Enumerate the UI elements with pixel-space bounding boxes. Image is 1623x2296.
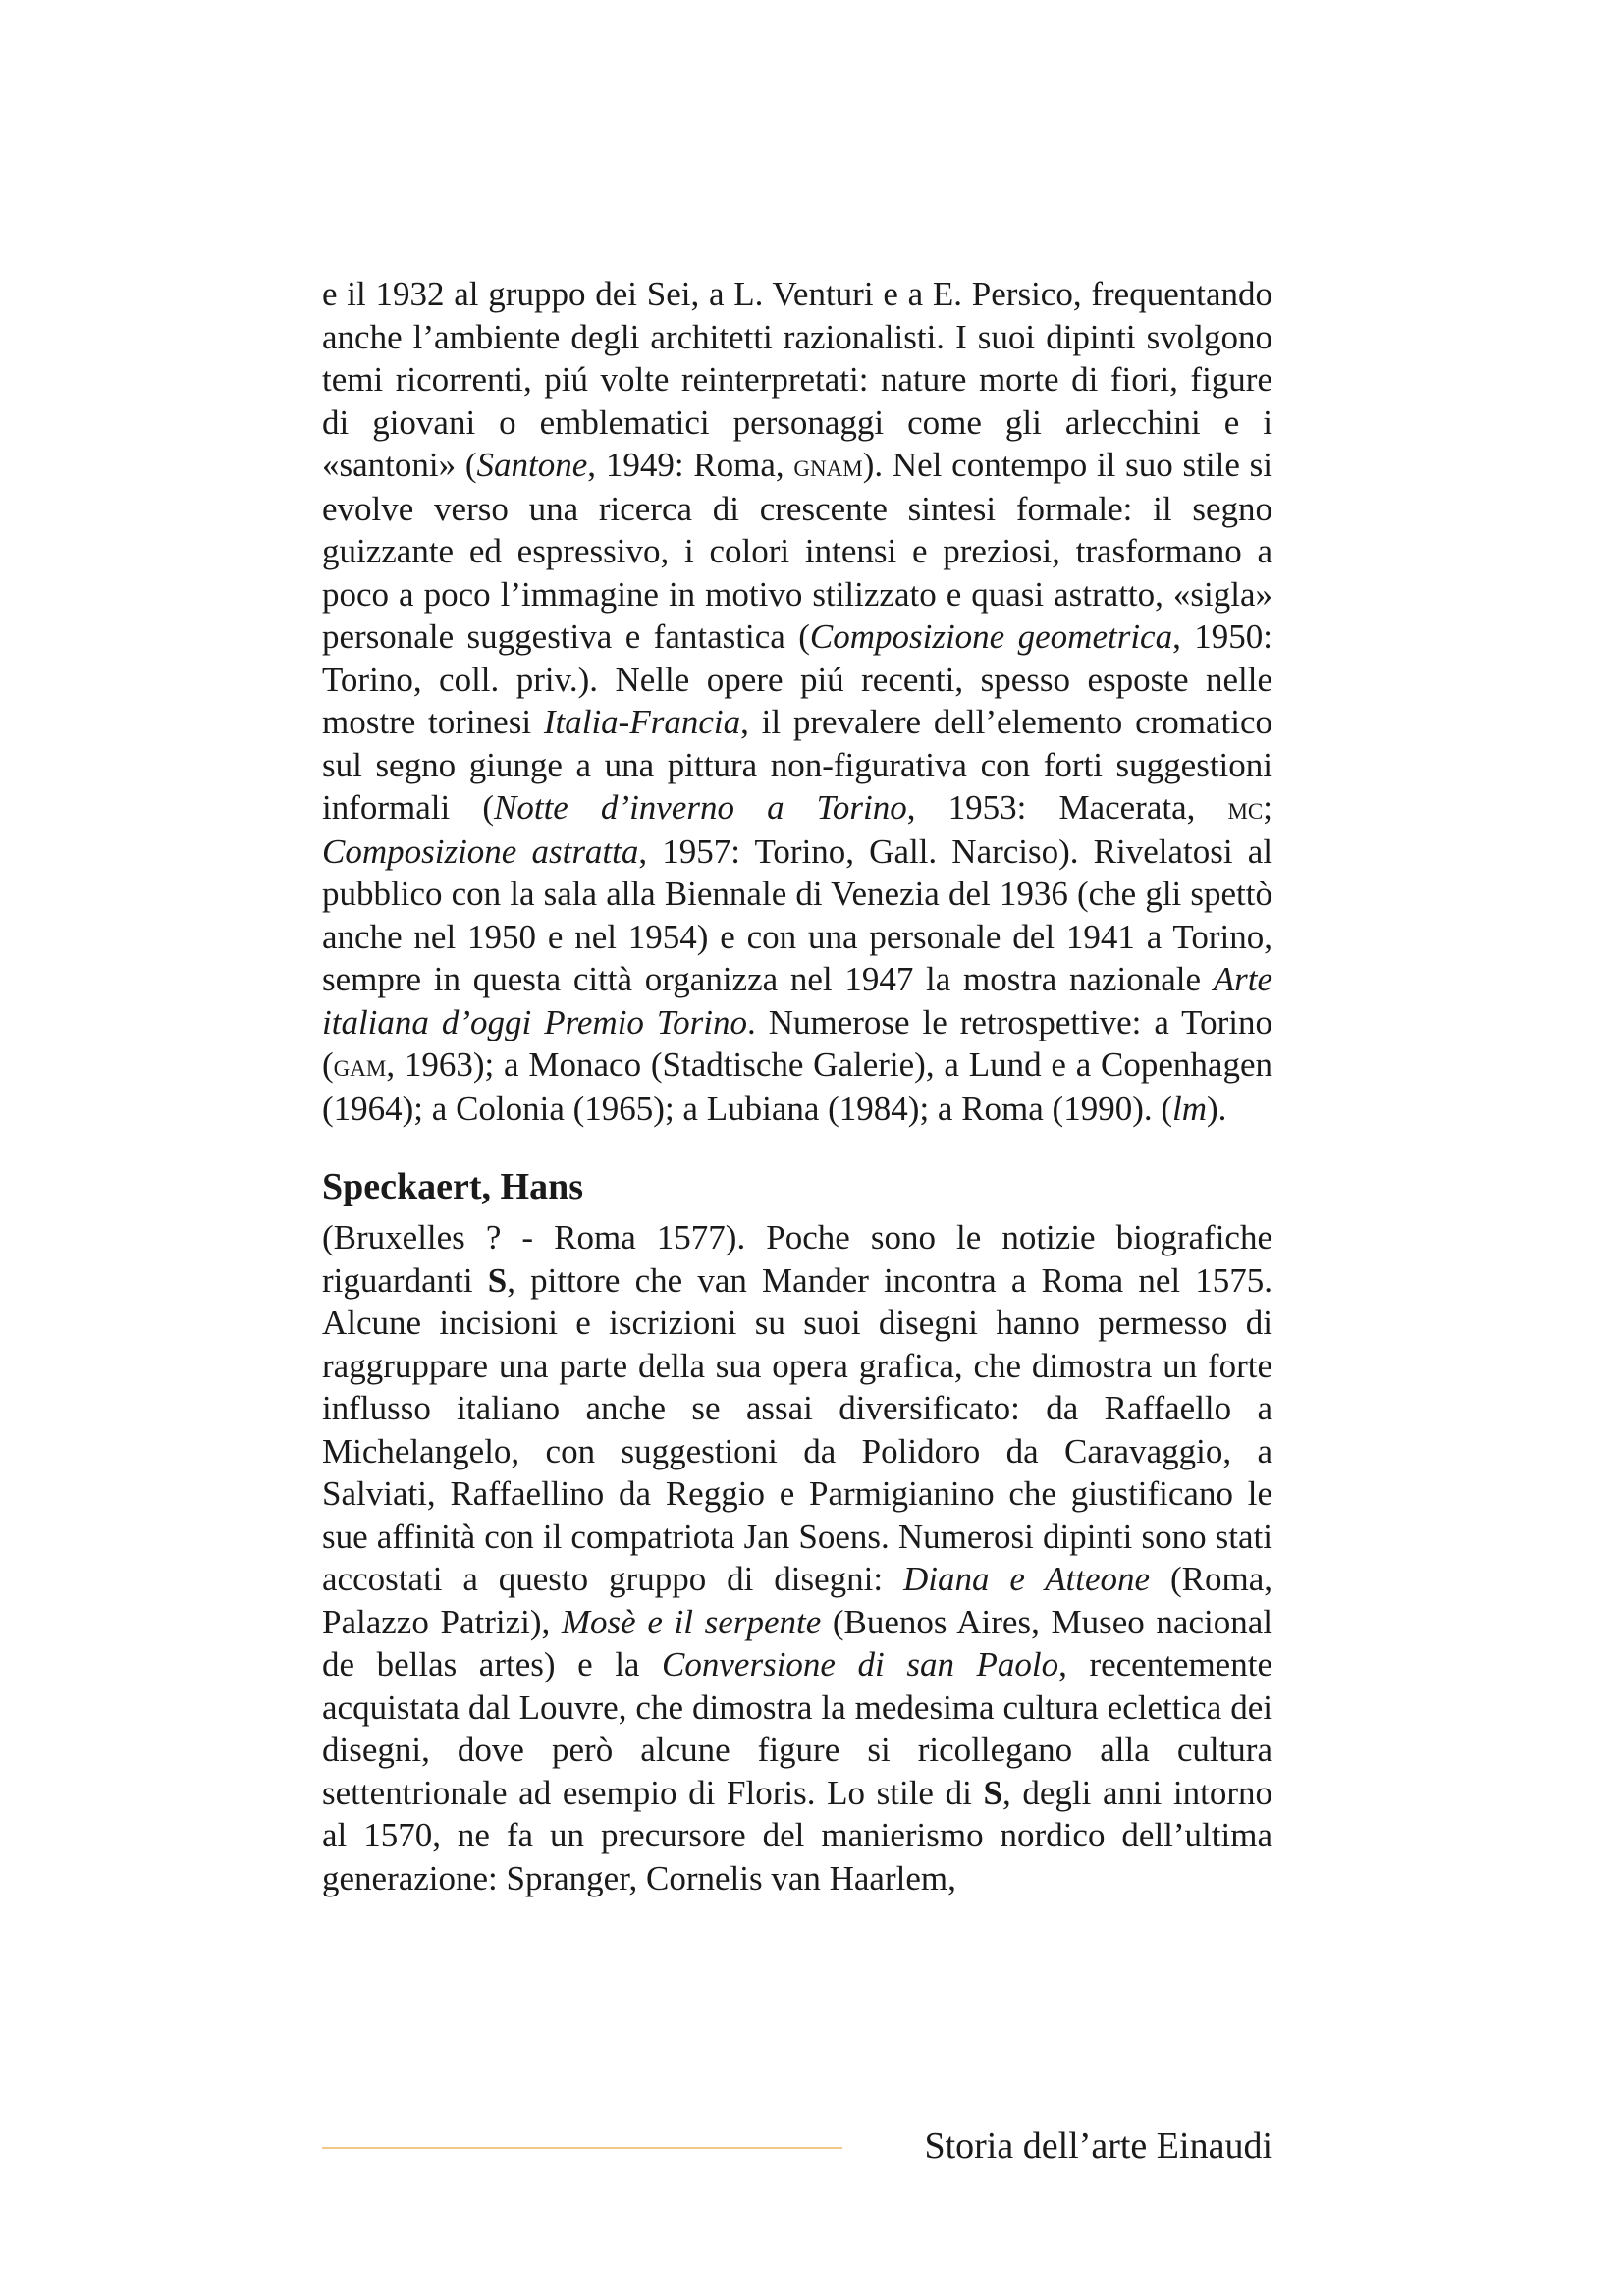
footer-rule bbox=[322, 2147, 842, 2149]
museum-abbreviation: gnam bbox=[793, 448, 863, 484]
artwork-title: Composizione geometrica bbox=[809, 617, 1173, 656]
text-column bbox=[322, 273, 1272, 1899]
text-run: (Buenos Aires, Museo nacional de bellas artes) e la bbox=[322, 1602, 1272, 1683]
text-run: (Roma, Palazzo Patrizi), bbox=[322, 1560, 1272, 1641]
artwork-title: Composizione astratta bbox=[322, 831, 639, 871]
text-run: . Numerose le retrospettive: a Torino ( bbox=[322, 1002, 1272, 1084]
text-run: , pittore che van Mander incontra a Roma nel 1575. Alcune incisioni e iscrizioni su suoi disegni hanno permesso di raggruppare una parte della sua opera grafica, che dimostra un forte influsso italiano anche se assai diversificato: da Raffaello a Michelangelo, con suggestioni da Polidoro da Caravaggio, a Salviati, Raffaellino da Reggio e Parmigianino che giustificano le sue affinità con il compatriota Jan Soens. Numerosi dipinti sono stati accostati a questo gruppo di disegni: bbox=[322, 1260, 1272, 1598]
text-run: , il prevalere dell’elemento cromatico sul segno giunge a una pittura non-figurativa con forti suggestioni informali ( bbox=[322, 703, 1272, 827]
text-run: , recentemente acquistata dal Louvre, che dimostra la medesima cultura eclettica dei disegni, dove però alcune figure si ricollegano alla cultura settentrionale ad esempio di Floris. Lo stile di bbox=[322, 1645, 1272, 1812]
artwork-title: Conversione di san Paolo bbox=[662, 1645, 1059, 1683]
page-footer bbox=[322, 2122, 1272, 2171]
museum-abbreviation: mc bbox=[1227, 790, 1264, 827]
text-run: , 1957: Torino, Gall. Narciso). Rivelatosi al pubblico con la sala alla Biennale di Venezia del 1936 (che gli spettò anche nel 1950 e nel 1954) e con una personale del 1941 a Torino, sempre in questa città organizza nel 1947 la mostra nazionale bbox=[322, 831, 1272, 998]
entry-paragraph bbox=[322, 1216, 1272, 1899]
text-run: (Bruxelles ? - Roma 1577). Poche sono le notizie biografiche riguardanti bbox=[322, 1218, 1272, 1300]
text-run: , 1963); a Monaco (Stadtische Galerie), a Lund e a Copenhagen (1964); a Colonia (1965); a Lubiana (1984); a Roma (1990). ( bbox=[322, 1045, 1272, 1128]
exhibition-title: Arte italiana d’oggi Premio Torino bbox=[322, 960, 1272, 1041]
publication-title: Storia dell’arte Einaudi bbox=[924, 2125, 1272, 2166]
text-run: ). bbox=[1207, 1089, 1227, 1128]
artwork-title: Santone bbox=[476, 446, 588, 484]
continued-paragraph bbox=[322, 273, 1272, 1130]
exhibition-title: Italia-Francia bbox=[543, 703, 741, 741]
text-run: ; bbox=[1263, 788, 1272, 827]
artwork-title: Mosè e il serpente bbox=[561, 1602, 822, 1641]
artwork-title: Diana e Atteone bbox=[902, 1560, 1151, 1598]
author-initials: lm bbox=[1172, 1089, 1208, 1128]
subject-initial: S bbox=[487, 1260, 508, 1300]
text-run: , 1953: Macerata, bbox=[906, 788, 1228, 827]
text-run: , 1950: Torino, coll. priv.). Nelle opere piú recenti, spesso esposte nelle mostre torinesi bbox=[322, 617, 1272, 741]
subject-initial: S bbox=[983, 1773, 1002, 1812]
text-run: , degli anni intorno al 1570, ne fa un precursore del manierismo nordico dell’ultima generazione: Spranger, Cornelis van Haarlem, bbox=[322, 1773, 1272, 1897]
text-run: ). Nel contempo il suo stile si evolve verso una ricerca di crescente sintesi formale: il segno guizzante ed espressivo, i colori intensi e preziosi, trasformano a poco a poco l’immagine in motivo stilizzato e quasi astratto, «sigla» personale suggestiva e fantastica ( bbox=[322, 446, 1272, 656]
text-run: , 1949: Roma, bbox=[587, 446, 794, 484]
text-run: e il 1932 al gruppo dei Sei, a L. Venturi e a E. Persico, frequentando anche l’ambiente degli architetti razionalisti. I suoi dipinti svolgono temi ricorrenti, piú volte reinterpretati: nature morte di fiori, figure di giovani o emblematici personaggi come gli arlecchini e i «santoni» ( bbox=[322, 275, 1272, 484]
artwork-title: Notte d’inverno a Torino bbox=[494, 788, 907, 827]
museum-abbreviation: gam bbox=[333, 1047, 387, 1084]
entry-heading: Speckaert, Hans bbox=[322, 1166, 583, 1207]
